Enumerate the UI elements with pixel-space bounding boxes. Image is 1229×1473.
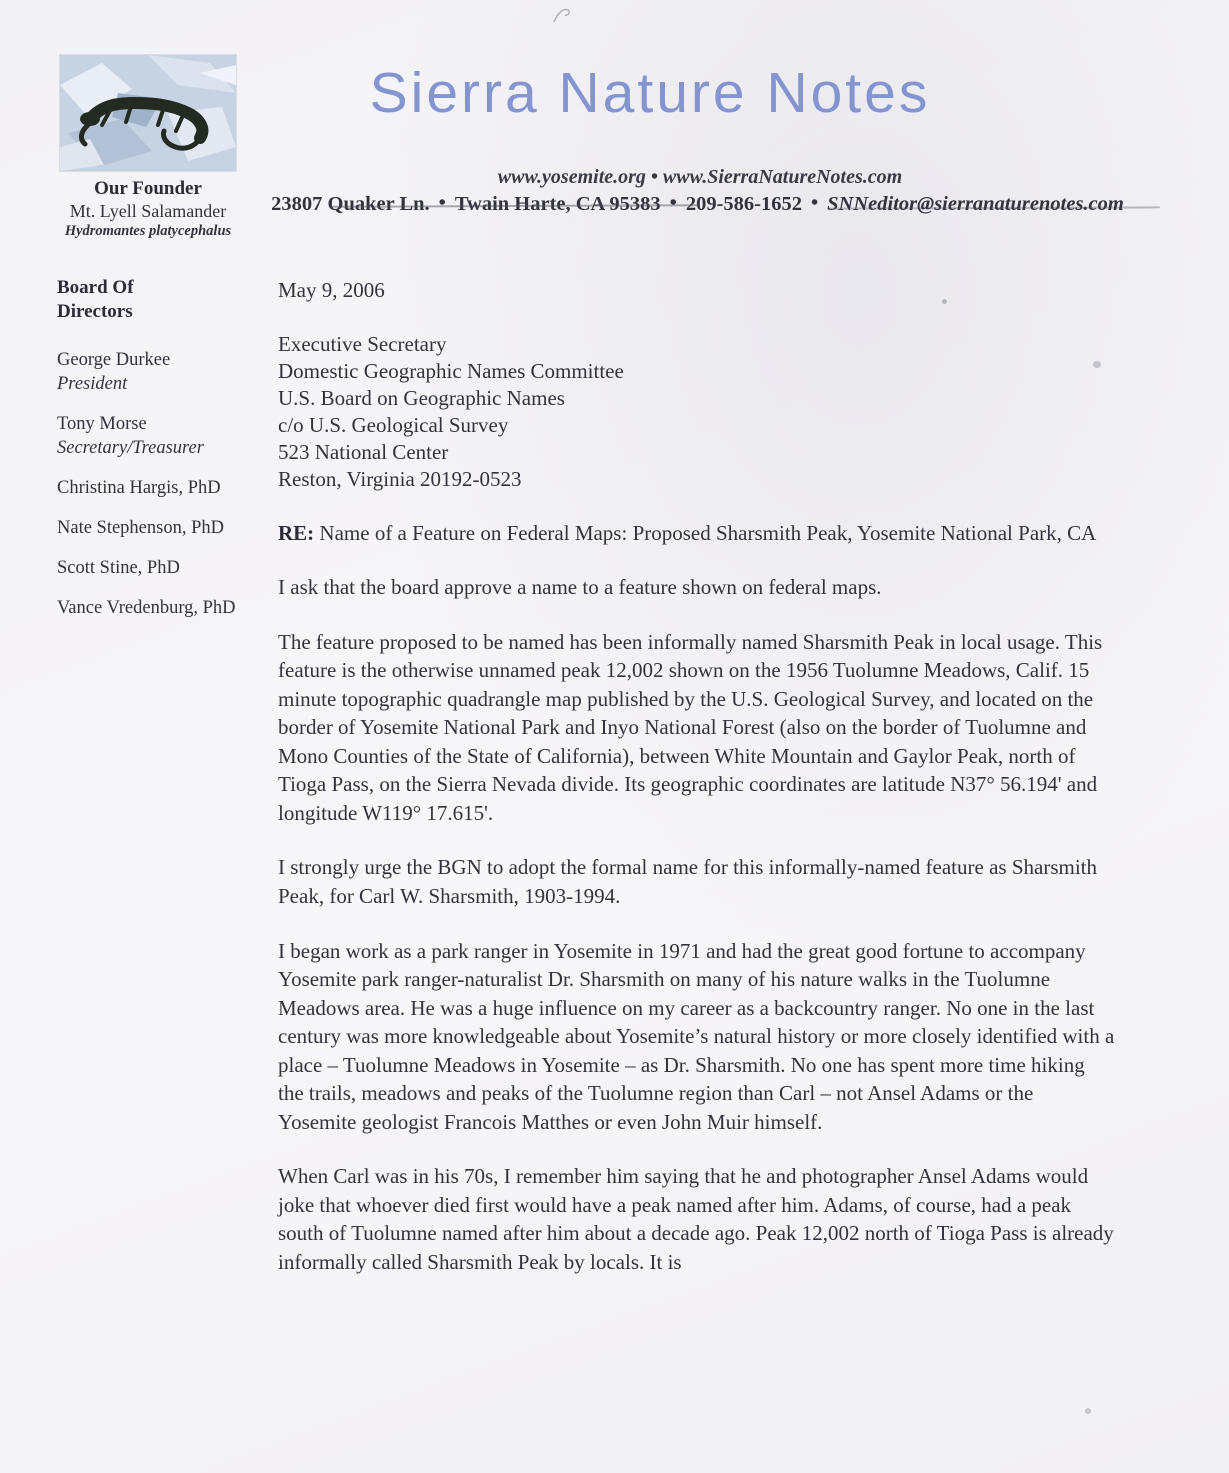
recipient-address-block bbox=[278, 331, 1115, 493]
founder-species: Hydromantes platycephalus bbox=[64, 223, 232, 239]
board-member bbox=[57, 516, 278, 540]
recipient-line: c/o U.S. Geological Survey bbox=[278, 412, 509, 437]
paragraph: The feature proposed to be named has been informally named Sharsmith Peak in local usage. This feature is the otherwise unnamed peak 12,002 shown on the 1956 Tuolumne Meadows, Calif. 15 minute topographic quadrangle map published by the U.S. Geological Survey, and located on the border of Yosemite National Park and Inyo National Forest (also on the border of Tuolumne and Mono Counties of the State of California), between White Mountain and Gaylor Peak, north of Tioga Pass, on the Sierra Nevada divide. Its geographic coordinates are latitude N37° 56.194' and longitude W119° 17.615'. bbox=[278, 629, 1103, 825]
brand-title: Sierra Nature Notes bbox=[369, 61, 931, 125]
city-state-zip: Twain Harte, CA 95383 bbox=[454, 193, 661, 215]
recipient-line: Reston, Virginia 20192-0523 bbox=[278, 466, 522, 491]
letter-body bbox=[278, 276, 1115, 1303]
board-member bbox=[57, 596, 278, 620]
pencil-mark bbox=[548, 2, 578, 26]
member-role: Secretary/Treasurer bbox=[57, 438, 204, 458]
scan-speck bbox=[1085, 1408, 1091, 1414]
member-name: Christina Hargis, PhD bbox=[57, 478, 221, 498]
letter-date: May 9, 2006 bbox=[278, 278, 385, 302]
bullet-separator: • bbox=[669, 192, 677, 214]
member-role: President bbox=[57, 374, 128, 394]
content-area bbox=[57, 276, 1115, 1303]
member-name: Vance Vredenburg, PhD bbox=[57, 598, 236, 618]
member-name: Nate Stephenson, PhD bbox=[57, 518, 224, 538]
member-name: Tony Morse bbox=[57, 414, 147, 434]
street-address: 23807 Quaker Ln. bbox=[271, 193, 430, 215]
member-name: George Durkee bbox=[57, 350, 171, 370]
bullet-separator: • bbox=[438, 192, 446, 214]
board-of-directors-list bbox=[57, 276, 278, 1303]
website-line: www.yosemite.org • www.SierraNatureNotes.com bbox=[497, 166, 903, 188]
recipient-line: U.S. Board on Geographic Names bbox=[278, 385, 565, 410]
recipient-line: Domestic Geographic Names Committee bbox=[278, 358, 624, 383]
founder-heading: Our Founder bbox=[94, 178, 202, 199]
founder-block bbox=[57, 55, 239, 240]
board-member bbox=[57, 556, 278, 580]
bullet-separator: • bbox=[810, 192, 819, 214]
member-name: Scott Stine, PhD bbox=[57, 558, 180, 578]
recipient-line: Executive Secretary bbox=[278, 331, 447, 356]
salamander-photo bbox=[60, 55, 236, 171]
paragraph: I began work as a park ranger in Yosemite in 1971 and had the great good fortune to accompany Yosemite park ranger-naturalist Dr. Sharsmith on many of his nature walks in the Tuolumne Meadows area. He was a huge influence on my career as a backcountry ranger. No one in the last century was more knowledgeable about Yosemite’s natural history or more closely identified with a place – Tuolumne Meadows in Yosemite – as Dr. Sharsmith. No one has spent more time hiking the trails, meadows and peaks of the Tuolumne region than Carl – not Ansel Adams or the Yosemite geologist Francois Matthes or even John Muir himself. bbox=[278, 938, 1115, 1134]
subject-line bbox=[278, 519, 1115, 548]
paragraph: When Carl was in his 70s, I remember him saying that he and photographer Ansel Adams would joke that whoever died first would have a peak named after him. Adams, of course, had a peak south of Tuolumne named after him about a decade ago. Peak 12,002 north of Tioga Pass is already informally called Sharsmith Peak by locals. It is bbox=[278, 1164, 1114, 1275]
re-label: RE: bbox=[278, 520, 315, 545]
board-heading: Board Of Directors bbox=[57, 277, 134, 322]
founder-name: Mt. Lyell Salamander bbox=[69, 201, 227, 221]
recipient-line: 523 National Center bbox=[278, 439, 449, 464]
board-member bbox=[57, 348, 278, 396]
re-text: Name of a Feature on Federal Maps: Proposed Sharsmith Peak, Yosemite National Park, CA bbox=[314, 520, 1097, 545]
paragraph: I strongly urge the BGN to adopt the formal name for this informally-named feature as Sharsmith Peak, for Carl W. Sharsmith, 1903-1994. bbox=[278, 855, 1097, 909]
paragraph: I ask that the board approve a name to a feature shown on federal maps. bbox=[278, 575, 882, 600]
board-member bbox=[57, 412, 278, 460]
phone-number: 209-586-1652 bbox=[685, 193, 802, 215]
email-address: SNNeditor@sierranaturenotes.com bbox=[827, 193, 1124, 215]
board-member bbox=[57, 476, 278, 500]
